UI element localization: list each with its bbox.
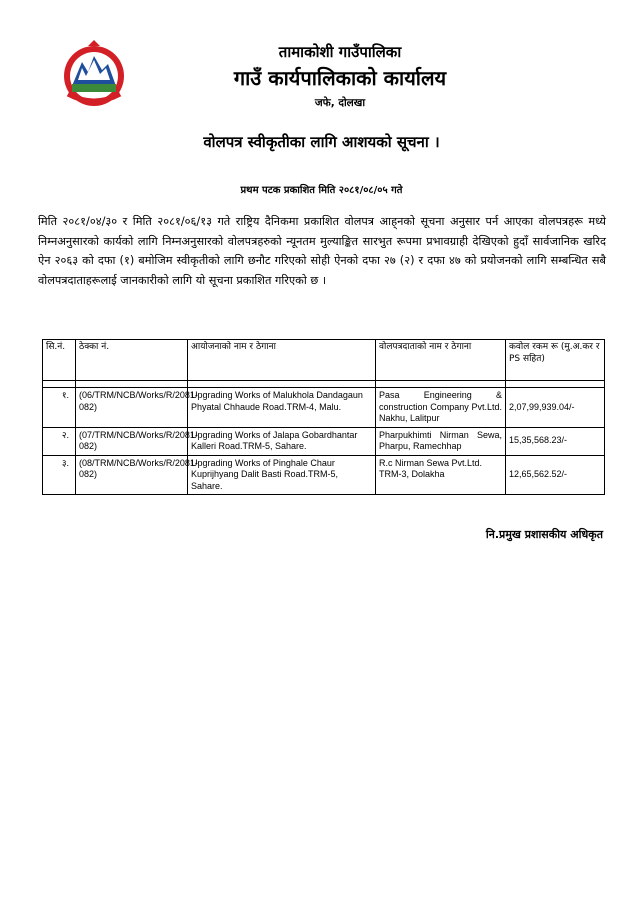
cell-bidder: R.c Nirman Sewa Pvt.Ltd. TRM-3, Dolakha bbox=[376, 455, 506, 495]
header-sn: सि.नं. bbox=[43, 340, 76, 381]
bid-table bbox=[42, 339, 605, 495]
cell-contract-no: (08/TRM/NCB/Works/R/2081-082) bbox=[76, 455, 188, 495]
cell-bidder: Pharpukhimti Nirman Sewa, Pharpu, Ramechhap bbox=[376, 427, 506, 455]
cell-amount: 15,35,568.23/- bbox=[506, 427, 605, 455]
cell-sn: ३. bbox=[43, 455, 76, 495]
cell-project: Upgrading Works of Malukhola Dandagaun Phyatal Chhaude Road.TRM-4, Malu. bbox=[188, 388, 376, 428]
notice-subject: वोलपत्र स्वीकृतीका लागि आशयको सूचना । bbox=[203, 133, 440, 151]
signature-title: नि.प्रमुख प्रशासकीय अधिकृत bbox=[485, 528, 603, 541]
cell-amount: 12,65,562.52/- bbox=[506, 455, 605, 495]
cell-sn: १. bbox=[43, 388, 76, 428]
cell-contract-no: (06/TRM/NCB/Works/R/2081-082) bbox=[76, 388, 188, 428]
cell-project: Upgrading Works of Pinghale Chaur Kuprijhyang Dalit Basti Road.TRM-5, Sahare. bbox=[188, 455, 376, 495]
table-row bbox=[43, 388, 605, 428]
cell-project: Upgrading Works of Jalapa Gobardhantar Kalleri Road.TRM-5, Sahare. bbox=[188, 427, 376, 455]
cell-sn: २. bbox=[43, 427, 76, 455]
header-project: आयोजनाको नाम र ठेगाना bbox=[188, 340, 376, 381]
cell-amount: 2,07,99,939.04/- bbox=[506, 388, 605, 428]
table-row bbox=[43, 427, 605, 455]
cell-bidder: Pasa Engineering & construction Company Pvt.Ltd. Nakhu, Lalitpur bbox=[376, 388, 506, 428]
cell-contract-no: (07/TRM/NCB/Works/R/2081-082) bbox=[76, 427, 188, 455]
notice-body: मिति २०८१/०४/३० र मिति २०८१/०६/१३ गते राष्ट्रिय दैनिकमा प्रकाशित वोलपत्र आह्‌नको सूचना अनुसार पर्न आएका वोलपत्रहरू मध्ये निम्नअनुसारको कार्यको लागि निम्नअनुसारको वोलपत्रहरुको न्यूनतम मुल्याङ्कित सारभुत रूपमा प्रभावग्राही देखिएको हुदाँ सार्वजानिक खरिद ऐन २०६३ को दफा (१) बमोजिम स्वीकृतीको लागि छनौट गरिएको सोही ऐनको दफा २७ (२) र दफा ४७ को प्रयोजनको लागि सम्बन्धित सबै वोलपत्रदाताहरूलाई जानकारीको लागि यो सूचना प्रकाशित गरिएको छ । bbox=[38, 215, 606, 287]
header-bidder: वोलपत्रदाताको नाम र ठेगाना bbox=[376, 340, 506, 381]
office-location: जफे, दोलखा bbox=[314, 97, 366, 109]
office-name: गाउँ कार्यपालिकाको कार्यालय bbox=[233, 66, 447, 90]
header-amount: कवोल रकम रू (मु.अ.कर र PS सहित) bbox=[506, 340, 605, 381]
table-header-row bbox=[43, 340, 605, 381]
municipality-name: तामाकोशी गाउँपालिका bbox=[278, 43, 402, 61]
header-contract-no: ठेक्का नं. bbox=[76, 340, 188, 381]
table-row bbox=[43, 455, 605, 495]
published-date: प्रथम पटक प्रकाशित मिति २०८१/०८/०५ गते bbox=[240, 185, 403, 196]
table-spacer-row bbox=[43, 381, 605, 388]
